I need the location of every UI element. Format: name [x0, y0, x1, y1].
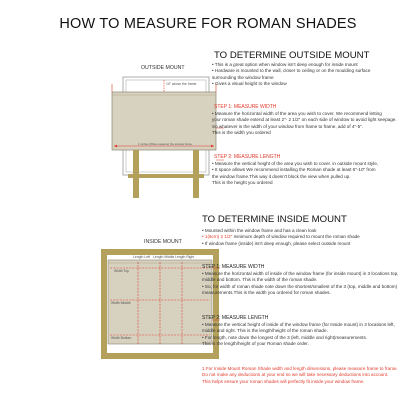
inside-mount-heading: TO DETERMINE INSIDE MOUNT	[202, 214, 347, 225]
length-right-label: Length Right	[175, 255, 195, 259]
inside-intro	[202, 228, 412, 247]
inside-intro-line: • Mounted within the window frame and has a clean look	[202, 228, 317, 233]
inside-depth-highlight: • 1(6cm) 2 1/2"	[202, 234, 233, 240]
length-middle-label: Length Middle	[153, 255, 175, 259]
outside-step1-line: This is the width you ordered	[212, 129, 271, 135]
inside-step2-line: This is the length/height of your Roman shade order.	[202, 340, 309, 346]
inside-step2-title: STEP 2: MEASURE LENGTH	[202, 315, 269, 321]
page-title: HOW TO MEASURE FOR ROMAN SHADES	[59, 16, 357, 32]
note-line: This helps ensure your roman shades will perfectly fit inside your window frame.	[202, 378, 365, 384]
outside-step2-title: STEP 2: MEASURE LENGTH	[214, 154, 281, 160]
inside-step1-line: middle and bottom. This is the width of the roman shade.	[202, 277, 318, 283]
outside-step1-line: your roman shade extend at least 2"- 2 1/2" on each side of window to avoid light seepage.	[212, 117, 397, 123]
outside-step1	[212, 111, 412, 136]
outside-mount-label: OUTSIDE MOUNT	[141, 65, 185, 71]
inside-step1-title: STEP 1: MEASURE WIDTH	[202, 264, 265, 270]
inside-mount-label: INSIDE MOUNT	[144, 239, 182, 245]
inside-depth-text: minimum depth of window required to mount the roman shade	[233, 234, 360, 240]
inside-step1	[202, 271, 412, 296]
outside-step1-line: So whatever is the width of your window from frame to frame, add of 4"-5".	[212, 123, 364, 129]
inside-step1-line: measurements.This is the width you ordered for roman shades.	[202, 289, 331, 295]
inside-step2-line: • For length, note down the longest of the 3 (left, middle and right)measurements.	[202, 334, 368, 340]
width-top-label: Width Top	[114, 269, 130, 273]
inside-intro-line: • If window frame (inside) isn't deep enough, please select outside mount	[202, 240, 351, 246]
outside-step2-line: • It space allows We recommend installing the Roman shade at least 6"-10" from	[212, 167, 376, 173]
outside-step2-line: This is the height you ordered	[212, 179, 273, 185]
outside-step1-title: STEP 1: MEASURE WIDTH	[214, 104, 277, 110]
note-line: 1.For Inside Mount Roman Shade width and length dimensions, please measure frame to frame.	[202, 366, 398, 371]
inside-step1-line: • So, for width of roman shade note down the shortest/smallest of the 3 (top, middle and bottom)	[202, 283, 398, 289]
outside-step2-line: the window frame.This way it doesn't block the view when pulled up.	[212, 173, 351, 179]
outside-intro-line: surrounding the window frame	[212, 74, 274, 80]
width-bottom-label: Width Bottom	[111, 336, 132, 340]
outside-intro-line: • This is a great option when window isn't deep enough for inside mount	[212, 62, 358, 67]
outside-intro	[212, 62, 412, 87]
width-middle-label: Width Middle	[111, 301, 131, 305]
inside-step2-line: • Measure the vertical height of inside of the window frame (for Inside mount) in 3 locations left,	[202, 322, 395, 327]
outside-intro-line: • Gives a visual height to the window	[212, 80, 287, 86]
outside-step2	[212, 161, 412, 186]
inside-step1-line: • Measure the horizontal width of inside of the window frame (for inside mount) in 3 locations top,	[202, 271, 399, 276]
inside-mount-note	[202, 366, 414, 385]
outside-intro-line: • Hardware is mounted to the wall, closer to ceiling or on the moulding surface	[212, 68, 371, 74]
length-left-label: Length Left	[133, 255, 150, 259]
inside-step2	[202, 322, 412, 347]
outside-mount-heading: TO DETERMINE OUTSIDE MOUNT	[214, 50, 370, 61]
width-extension-note: 1 inches (Wide-measure) the window frame	[138, 142, 192, 146]
outside-step2-line: • Measure the vertical height of the area you wish to cover. in outside mount style,	[212, 161, 379, 166]
inside-step2-line: middle and right. This is the length/height of the roman shade.	[202, 328, 328, 334]
note-line: Do not make any deductions at your end so we will take necessary deductions into account.	[202, 372, 389, 378]
outside-step1-line: • Measure the horizontal width of the area you wish to cover. We recommend letting	[212, 111, 382, 116]
top-extension-note: 10" above the frame	[166, 82, 197, 86]
